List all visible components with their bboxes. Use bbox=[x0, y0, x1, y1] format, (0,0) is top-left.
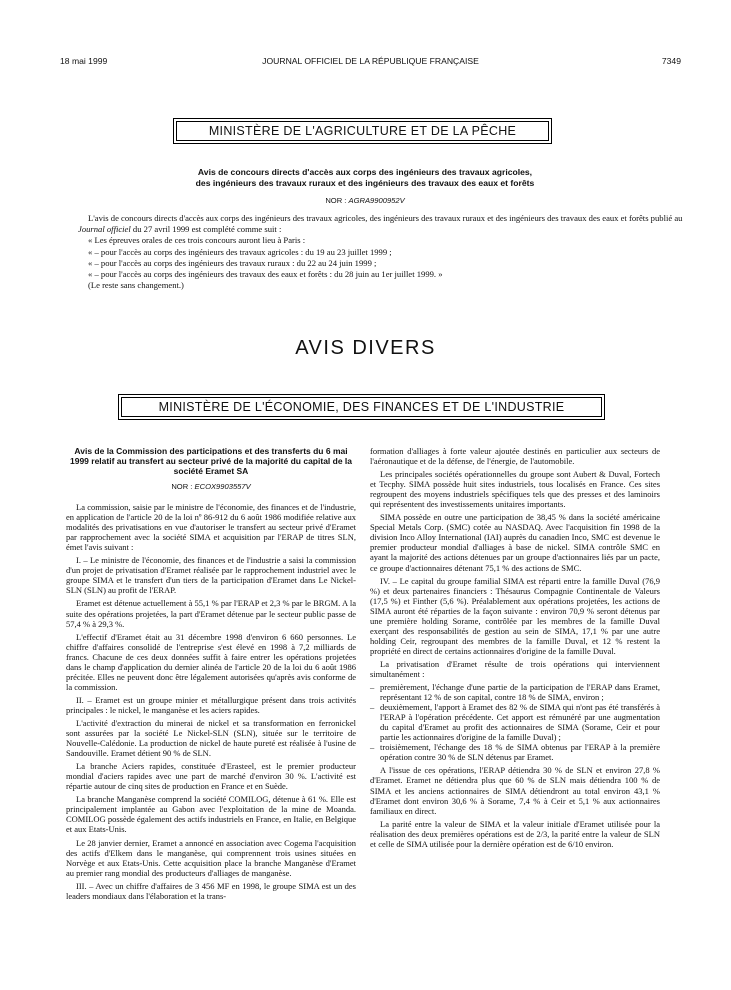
ministry-box-economie bbox=[121, 397, 602, 417]
ministry-title: MINISTÈRE DE L'ÉCONOMIE, DES FINANCES ET DE L'INDUSTRIE bbox=[158, 400, 565, 414]
body-paragraph: La branche Aciers rapides, constituée d'Erasteel, est le premier producteur mondial d'aciers rapides avec une part de marché d'environ 30 %. L'activité est répartie autour de cinq sites de production en France et en Suède. bbox=[66, 761, 356, 792]
notice-line: « – pour l'accès au corps des ingénieurs des travaux ruraux : du 22 au 24 juin 1999 ; bbox=[88, 257, 377, 268]
header-journal-title: JOURNAL OFFICIEL DE LA RÉPUBLIQUE FRANÇAISE bbox=[262, 56, 479, 66]
intro-paragraph bbox=[78, 213, 683, 235]
nor-reference bbox=[120, 196, 610, 205]
notice-title-commission: Avis de la Commission des participations et des transferts du 6 mai 1999 relatif au transfert au secteur privé de la majorité du capital de la société Eramet SA bbox=[69, 446, 353, 476]
page-header bbox=[60, 56, 681, 70]
header-page-number: 7349 bbox=[661, 56, 681, 66]
notice-title-concours bbox=[120, 167, 610, 189]
body-paragraph: Le 28 janvier dernier, Eramet a annoncé en association avec Cogema l'acquisition des actifs d'Elkem dans le manganèse, qui comprennent trois usines situées en Norvège et aux Etats-Unis. Cette acquisition place la branche Manganèse d'Eramet au premier rang mondial des producteurs d'alliages de manganèse. bbox=[66, 837, 356, 878]
intro-text: du 27 avril 1999 est complété comme suit : bbox=[130, 224, 282, 235]
header-date: 18 mai 1999 bbox=[60, 56, 108, 66]
notice-line: (Le reste sans changement.) bbox=[88, 280, 184, 291]
ministry-box-agriculture bbox=[176, 121, 549, 141]
body-paragraph: IV. – Le capital du groupe familial SIMA est réparti entre la famille Duval (76,9 %) et deux partenaires financiers : Thésaurus Compagnie Continentale de Valeurs (17,5 %) et Finther (5,6 %). Préalablement aux opérations projetées, les actions de SIMA auront été réparties de la façon suivante : environ 70,9 % seront détenus par une première holding Sorame, contrôlée par les membres de la famille Duval exerçant des responsabilités de gestion au sein de SIMA, 17,1 % par une autre holding Ceir, regroupant des membres de la famille Duval, et 12 % restent la propriété en direct de certains actionnaires d'origine de la famille Duval. bbox=[370, 575, 660, 656]
list-item: – deuxièmement, l'apport à Eramet des 82 % de SIMA qui n'ont pas été transférés à l'ERAP à l'opération précédente. Cet apport est rémunéré par une augmentation du capital d'Eramet au profit des actionnaires de SIMA (Sorame, Ceir et pour partie les actionnaires d'origine de la famille Duval) ; bbox=[370, 702, 660, 742]
body-paragraph: L'effectif d'Eramet était au 31 décembre 1998 d'environ 6 660 personnes. Le chiffre d'affaires consolidé de l'entreprise s'est élevé en 1998 à 7,2 milliards de francs. Chacune de ces deux données suffit à faire entrer les opérations projetées dans le champ d'application du dernier alinéa de l'article 20 de la loi du 6 août 1986 précitée. Elles ne peuvent donc être légalement autorisées qu'après avis conforme de la commission. bbox=[66, 631, 356, 692]
body-paragraph: La branche Manganèse comprend la société COMILOG, détenue à 61 %. Elle est principalement implantée au Gabon avec l'exploitation de la mine de Moanda. COMILOG possède également des actifs industriels en France, en Italie, en Belgique et aux Etats-Unis. bbox=[66, 794, 356, 835]
body-paragraph: La commission, saisie par le ministre de l'économie, des finances et de l'industrie, en application de l'article 20 de la loi nº 86-912 du 6 août 1986 modifiée relative aux modalités des privatisations en vue d'autoriser le transfert au secteur privé d'Eramet par rapprochement avec la société SIMA et acquisition par l'ERAP de titres SLN, émet l'avis suivant : bbox=[66, 502, 356, 553]
body-paragraph: SIMA possède en outre une participation de 38,45 % dans la société américaine Special Metals Corp. (SMC) cotée au NASDAQ. Avec l'acquisition fin 1998 de la division Inco Alloy International (IAI) auprès du canadien Inco, SMC est devenue le premier producteur mondial d'alliages à base de nickel. SIMA contrôle SMC en ayant la majorité des actions détenues par un groupe d'actionnaires liés par un pacte, ce groupe d'actionnaires détenant 75,1 % des actions de SMC. bbox=[370, 512, 660, 573]
list-item: – troisièmement, l'échange des 18 % de SIMA obtenus par l'ERAP à la première opération contre 30 % de SLN détenus par Eramet. bbox=[370, 742, 660, 762]
body-paragraph: III. – Avec un chiffre d'affaires de 3 456 MF en 1998, le groupe SIMA est un des leaders mondiaux dans l'élaboration et la trans- bbox=[66, 880, 356, 901]
operations-list bbox=[370, 682, 660, 762]
nor-label: NOR : bbox=[325, 196, 349, 205]
notice-line: « – pour l'accès au corps des ingénieurs des travaux agricoles : du 19 au 23 juillet 1999 ; bbox=[88, 246, 392, 257]
body-paragraph: A l'issue de ces opérations, l'ERAP détiendra 30 % de SLN et environ 27,8 % d'Eramet. Eramet ne détiendra plus que 60 % de SLN mais détiendra 100 % de SIMA et les anciens actionnaires de SIMA détiendront au total environ 43,1 % d'Eramet dont environ 30,6 % à Sorame, 7,4 % à Ceir et 5,1 % aux actionnaires familiaux en direct. bbox=[370, 765, 660, 816]
body-paragraph: Eramet est détenue actuellement à 55,1 % par l'ERAP et 2,3 % par le BRGM. A la suite des opérations projetées, la part d'Eramet détenue par le secteur public passe de 57,4 % à 29,3 %. bbox=[66, 598, 356, 629]
nor-reference bbox=[66, 482, 356, 492]
nor-label: NOR : bbox=[171, 482, 195, 491]
notice-title-line: Avis de concours directs d'accès aux corps des ingénieurs des travaux agricoles, bbox=[197, 167, 533, 177]
nor-code: ECOX9903557V bbox=[194, 482, 251, 491]
notice-title-line: des ingénieurs des travaux ruraux et des ingénieurs des travaux des eaux et forêts bbox=[195, 178, 535, 188]
notice-body-concours bbox=[78, 213, 683, 291]
body-paragraph: L'activité d'extraction du minerai de nickel et sa transformation en ferronickel sont assurées par la société Le Nickel-SLN (SLN), située sur le territoire de Nouvelle-Calédonie. La production de nickel de haute pureté est réalisée à l'usine de Sandouville. Eramet détient 90 % de SLN. bbox=[66, 717, 356, 759]
notice-line: « – pour l'accès au corps des ingénieurs des travaux des eaux et forêts : du 28 juin au 1er juillet 1999. » bbox=[88, 269, 443, 280]
nor-code: AGRA9900952V bbox=[348, 196, 405, 205]
intro-text: L'avis de concours directs d'accès aux corps des ingénieurs des travaux agricoles, des ingénieurs des travaux ruraux et des ingénieurs des travaux des eaux et forêts publié au bbox=[88, 213, 683, 223]
section-heading-avis-divers: AVIS DIVERS bbox=[295, 337, 436, 359]
body-paragraph: I. – Le ministre de l'économie, des finances et de l'industrie a saisi la commission d'un projet de privatisation d'Eramet réalisée par le rapprochement industriel avec le groupe SIMA et le transfert d'un tiers de la participation d'Eramet dans Le Nickel-SLN (SLN) au profit de l'ERAP. bbox=[66, 555, 356, 596]
ministry-title: MINISTÈRE DE L'AGRICULTURE ET DE LA PÊCHE bbox=[208, 124, 517, 138]
journal-reference: Journal officiel bbox=[78, 224, 131, 235]
body-paragraph: II. – Eramet est un groupe minier et métallurgique présent dans trois activités principales : le nickel, le manganèse et les aciers rapides. bbox=[66, 694, 356, 715]
left-column bbox=[66, 446, 356, 904]
body-paragraph: Les principales sociétés opérationnelles du groupe sont Aubert & Duval, Fortech et Tecphy. SIMA possède huit sites industriels, tous localisés en France. Ces sites regroupent des moyens industriels spécifiques tels que des presses et des laminoirs qui représentent des investissements unitaires importants. bbox=[370, 469, 660, 510]
body-paragraph: La privatisation d'Eramet résulte de trois opérations qui interviennent simultanément : bbox=[370, 658, 660, 679]
list-item: – premièrement, l'échange d'une partie de la participation de l'ERAP dans Eramet, représentant 12 % de son capital, contre 18 % de SIMA, environ ; bbox=[370, 682, 660, 702]
body-paragraph: La parité entre la valeur de SIMA et la valeur initiale d'Eramet utilisée pour la réalisation des deux premières opérations est de 2/3, la parité entre la valeur de SLN et celle de SIMA utilisée pour la dernière opération est de 6/10 environ. bbox=[370, 818, 660, 849]
body-paragraph: formation d'alliages à forte valeur ajoutée destinés en particulier aux secteurs de l'aéronautique et de la défense, de l'énergie, de l'automobile. bbox=[370, 446, 660, 467]
notice-line: « Les épreuves orales de ces trois concours auront lieu à Paris : bbox=[88, 235, 306, 246]
right-column bbox=[370, 446, 660, 852]
